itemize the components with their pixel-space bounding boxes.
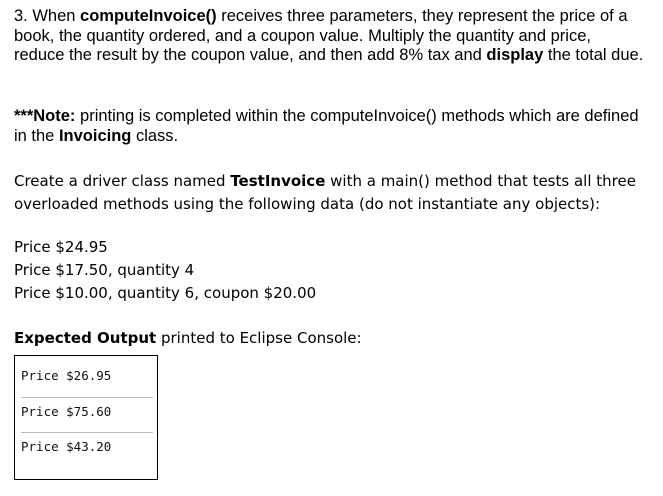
console-output-box [14, 355, 158, 480]
console-line: Price $26.95 [21, 368, 112, 383]
test-data-item: Price $17.50, quantity 4 [14, 261, 195, 279]
test-data-item: Price $10.00, quantity 6, coupon $20.00 [14, 284, 317, 302]
console-line: Price $43.20 [21, 432, 153, 460]
test-data-item: Price $24.95 [14, 238, 108, 256]
driver-paragraph [14, 170, 654, 216]
driver-text-1: Create a driver class named [14, 172, 231, 190]
note-text-2: class. [131, 126, 179, 145]
instruction-text-3: the total due. [543, 46, 644, 64]
method-name-compute-invoice: computeInvoice() [80, 7, 217, 25]
test-data-list [14, 236, 634, 305]
note-label: Note: [33, 107, 76, 125]
class-name-testinvoice: TestInvoice [230, 172, 326, 190]
instruction-text-2: receives three parameters, they represent the price of a book, the quantity ordered, and a coupon value. Multiply the quantity and price, reduce the result by the coupon value, and then add 8% tax and [14, 7, 628, 64]
class-name-invoicing: Invoicing [58, 126, 132, 145]
note-text-1: printing is completed within the computeInvoice() methods which are defined in the [14, 107, 639, 145]
display-keyword: display [486, 46, 544, 64]
note-prefix: *** [14, 107, 34, 125]
expected-output-heading [14, 327, 634, 350]
note-paragraph [14, 107, 644, 146]
console-line: Price $75.60 [21, 397, 153, 425]
expected-output-text: printed to Eclipse Console: [156, 329, 362, 347]
instruction-text-1: 3. When [14, 7, 81, 25]
driver-text-2: with a main() method that tests all three overloaded methods using the following data (do not instantiate any objects): [14, 172, 636, 213]
instruction-paragraph [14, 7, 644, 66]
expected-output-label: Expected Output [14, 329, 157, 347]
